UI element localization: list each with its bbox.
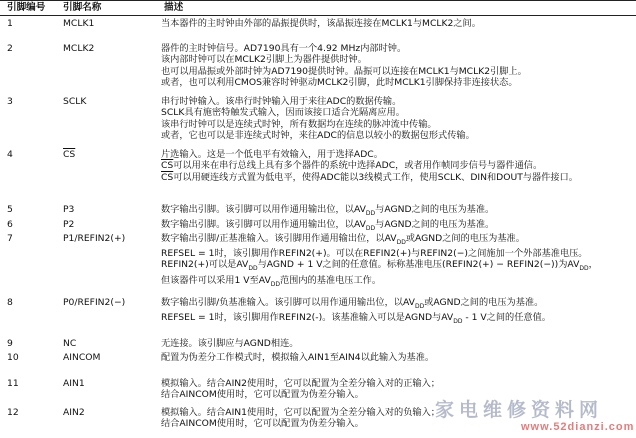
pin-description	[161, 233, 598, 290]
description-line: $\overline{CS}$可以用硬连线方式置为低电平，使得ADC能以3线模式工作，使用SCLK、DIN和DOUT与器件接口。	[161, 171, 578, 183]
pin-description	[161, 43, 527, 88]
description-line: 片选输入。这是一个低电平有效输入，用于选择ADC。	[161, 149, 383, 160]
description-line: 器件的主时钟信号。AD7190具有一个4.92 MHz内部时钟。	[161, 43, 407, 54]
description-line: 无连接。该引脚应与AGND相连。	[161, 338, 299, 349]
pin-description	[161, 297, 551, 327]
pin-number: 6	[7, 219, 13, 230]
table-header	[0, 0, 636, 16]
header-pin-name: 引脚名称	[63, 2, 102, 13]
pin-name: P1/REFIN2(+)	[63, 233, 126, 244]
description-line: 数字输出引脚。该引脚可以用作通用输出位，以$AV_{DD}$与AGND之间的电压为基准。	[161, 219, 495, 232]
pin-number: 2	[7, 43, 13, 54]
pin-number: 11	[7, 378, 19, 389]
pin-description	[161, 204, 494, 219]
watermark-url: www.52dianzi.com	[521, 421, 635, 433]
pin-name: P2	[63, 219, 75, 230]
pin-description	[161, 407, 440, 430]
pin-description	[161, 352, 434, 363]
pin-description	[161, 219, 494, 234]
description-line: SCLK具有施密特触发式输入，因而该接口适合光隔离应用。	[161, 107, 405, 119]
pin-name: AIN2	[63, 407, 85, 418]
description-line: REFSEL = 1时，该引脚用作REFIN2(-)。该基准输入可以是AGND与$AV_{DD} - 1$ V之间的任意值。	[161, 312, 551, 325]
pin-name: MCLK1	[63, 18, 95, 29]
pin-name: NC	[63, 338, 77, 349]
description-line: 该串行时钟可以是连续式时钟，所有数据均在连续的脉冲流中传输。	[161, 118, 437, 130]
pin-name: AIN1	[63, 378, 85, 389]
pin-number: 10	[7, 352, 19, 363]
description-line: 串行时钟输入。该串行时钟输入用于来往ADC的数据传输。	[161, 96, 402, 107]
description-line: 数字输出引脚/正基准输入。该引脚用作通用输出位，以$AV_{DD}$或AGND之间的电压为基准。	[161, 233, 525, 246]
pin-number: 5	[7, 204, 13, 215]
pin-description	[161, 378, 440, 401]
description-line: 或者，它也可以是非连续式时钟，来往ADC的信息以较小的数据包形式传输。	[161, 129, 475, 141]
pin-name: $\overline{CS}$	[63, 149, 76, 160]
description-line: REFIN2(+)可以是$AV_{DD}$与AGND + 1 V之间的任意值。标称基准电压(REFIN2(+) − REFIN2(−))为$AV_{DD}$，	[161, 259, 598, 273]
pin-number: 12	[7, 407, 19, 418]
description-line: 模拟输入。结合AIN2使用时，它可以配置为全差分输入对的正输入；	[161, 378, 440, 389]
description-line: 当本器件的主时钟由外部的晶振提供时，该晶振连接在MCLK1与MCLK2之间。	[161, 18, 481, 29]
description-line: 但该器件可以采用1 V至$AV_{DD}$范围内的基准电压工作。	[161, 274, 382, 288]
description-line: 数字输出引脚。该引脚可以用作通用输出位，以$AV_{DD}$与AGND之间的电压为基准。	[161, 204, 495, 217]
site-watermark	[417, 393, 636, 438]
description-line: $\overline{CS}$可以用来在串行总线上具有多个器件的系统中选择ADC，或者用作帧同步信号与器件通信。	[161, 160, 543, 172]
pin-description	[161, 96, 475, 141]
pin-name: AINCOM	[63, 352, 101, 363]
pin-name: MCLK2	[63, 43, 95, 54]
description-line: 结合AINCOM使用时，它可以配置为伪差分输入。	[161, 418, 364, 430]
pin-number: 1	[7, 18, 13, 29]
watermark-chinese-text: 家电维修资料网	[435, 399, 604, 421]
pin-number: 4	[7, 149, 13, 160]
header-description: 描述	[164, 2, 184, 13]
description-line: 该内部时钟可以在MCLK2引脚上为器件提供时钟。	[161, 54, 367, 66]
pin-description	[161, 18, 481, 29]
description-line: 也可以用晶振或外部时钟为AD7190提供时钟。晶振可以连接在MCLK1与MCLK2引脚上。	[161, 65, 527, 77]
description-line: 配置为伪差分工作模式时，模拟输入AIN1至AIN4以此输入为基准。	[161, 352, 435, 363]
pin-name: P3	[63, 204, 75, 215]
header-pin-number: 引脚编号	[7, 2, 46, 13]
pin-number: 9	[7, 338, 13, 349]
description-line: 或者，也可以利用CMOS兼容时钟驱动MCLK2引脚，此时MCLK1引脚保持非连接状态。	[161, 76, 518, 88]
pin-number: 8	[7, 297, 13, 308]
description-line: 数字输出引脚/负基准输入。该引脚可以用作通用输出位，以$AV_{DD}$或AGND之间的电压为基准。	[161, 297, 544, 310]
pin-number: 3	[7, 96, 13, 107]
description-line: 模拟输入。结合AIN1使用时，它可以配置为全差分输入对的负输入；	[161, 407, 440, 418]
pin-description	[161, 338, 298, 349]
description-line: REFSEL = 1时，该引脚用作REFIN2(+)。可以在REFIN2(+)与REFIN2(−)之间施加一个外部基准电压。	[161, 248, 588, 260]
pin-name: P0/REFIN2(−)	[63, 297, 126, 308]
description-line: 结合AINCOM使用时，它可以配置为伪差分输入。	[161, 389, 364, 401]
pin-description	[161, 149, 578, 183]
pin-name: SCLK	[63, 96, 87, 107]
pin-number: 7	[7, 233, 13, 244]
